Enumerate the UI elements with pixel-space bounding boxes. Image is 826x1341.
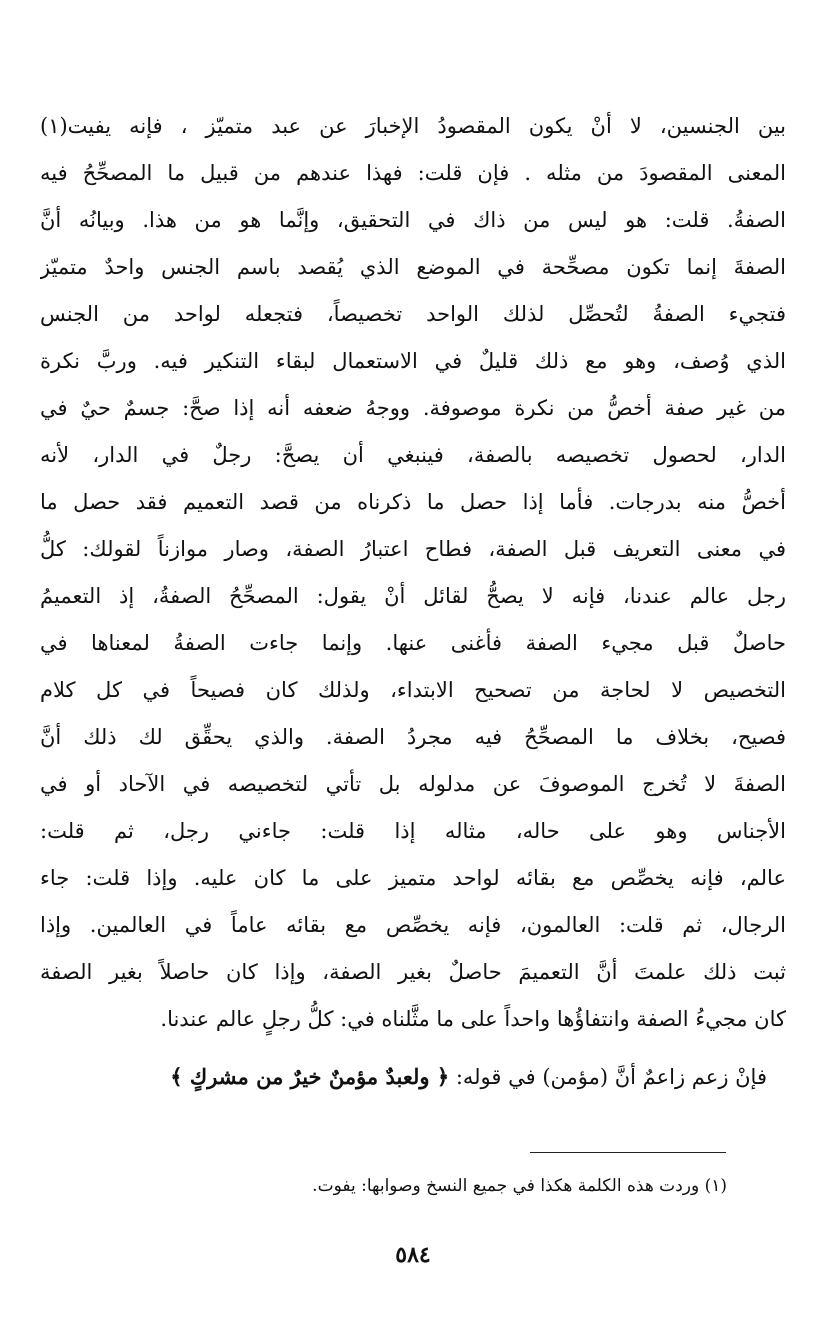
text-line: فتجيء الصفةُ لتُحصِّل لذلك الواحد تخصيصاً، فتجعله لواحد من الجنس	[40, 302, 786, 326]
text-line: رجل عالم عندنا، فإنه لا يصحُّ لقائل أنْ يقول: المصحِّحُ الصفةُ، إذ التعميمُ	[40, 584, 786, 608]
quran-quote-line	[40, 1053, 767, 1100]
text-line: فصيح، بخلاف ما المصحِّحُ فيه مجردُ الصفة. والذي يحقِّق لك ذلك أنَّ	[40, 725, 786, 749]
text-line: الصفةُ. قلت: هو ليس من ذاك في التحقيق، وإنَّما هو من هذا. وبيانُه أنَّ	[40, 208, 786, 232]
text-line: الصفةَ لا تُخرج الموصوفَ عن مدلوله بل تأتي لتخصيصه في الآحاد أو في	[40, 772, 786, 796]
quran-verse: ﴿ ولعبدٌ مؤمنٌ خيرٌ من مشركٍ ﴾	[170, 1064, 450, 1089]
text-line: عالم، فإنه يخصِّص مع بقائه لواحد متميز على ما كان عليه. وإذا قلت: جاء	[40, 866, 786, 890]
text-line: المعنى المقصودَ من مثله . فإن قلت: فهذا عندهم من قبيل ما المصحِّحُ فيه	[40, 161, 786, 185]
footnote: (١) وردت هذه الكلمة هكذا في جميع النسخ وصوابها: يفوت.	[312, 1176, 727, 1196]
text-line: الذي وُصف، وهو مع ذلك قليلٌ في الاستعمال لبقاء التنكير فيه. وربَّ نكرة	[40, 349, 786, 373]
text-line: حاصلٌ قبل مجيء الصفة فأغنى عنها. وإنما جاءت الصفةُ لمعناها في	[40, 631, 786, 655]
text-line: في معنى التعريف قبل الصفة، فطاح اعتبارُ الصفة، وصار موازناً لقولك: كلُّ	[40, 537, 786, 561]
text-line: الدار، لحصول تخصيصه بالصفة، فينبغي أن يصحَّ: رجلٌ في الدار، لأنه	[40, 443, 786, 467]
text-line: كان مجيءُ الصفة وانتفاؤُها واحداً على ما مثَّلناه في: كلُّ رجلٍ عالم عندنا.	[160, 1007, 786, 1031]
main-text-block	[40, 103, 786, 1043]
text-line: الصفةَ إنما تكون مصحِّحة في الموضع الذي يُقصد باسم الجنس واحدٌ متميّز	[40, 255, 786, 279]
footnote-divider	[530, 1152, 726, 1153]
text-line: ثبت ذلك علمتَ أنَّ التعميمَ حاصلٌ بغير الصفة، وإذا كان حاصلاً بغير الصفة	[40, 960, 786, 984]
text-line: أخصُّ منه بدرجات. فأما إذا حصل ما ذكرناه من قصد التعميم فقد حصل ما	[40, 490, 786, 514]
text-line: الرجال، ثم قلت: العالمون، فإنه يخصِّص مع بقائه عاماً في العالمين. وإذا	[40, 913, 786, 937]
text-line: الأجناس وهو على حاله، مثاله إذا قلت: جاءني رجل، ثم قلت:	[40, 819, 786, 843]
text-line: التخصيص لا لحاجة من تصحيح الابتداء، ولذلك كان فصيحاً في كل كلام	[40, 678, 786, 702]
text-line: من غير صفة أخصُّ من نكرة موصوفة. ووجهُ ضعفه أنه إذا صحَّ: جسمٌ حيٌ في	[40, 396, 786, 420]
page-number: ٥٨٤	[395, 1242, 431, 1268]
text-line: بين الجنسين، لا أنْ يكون المقصودُ الإخبارَ عن عبد متميّز ، فإنه يفيت(١)	[40, 114, 786, 138]
quote-intro: فإنْ زعم زاعمٌ أنَّ (مؤمن) في قوله:	[449, 1065, 767, 1089]
